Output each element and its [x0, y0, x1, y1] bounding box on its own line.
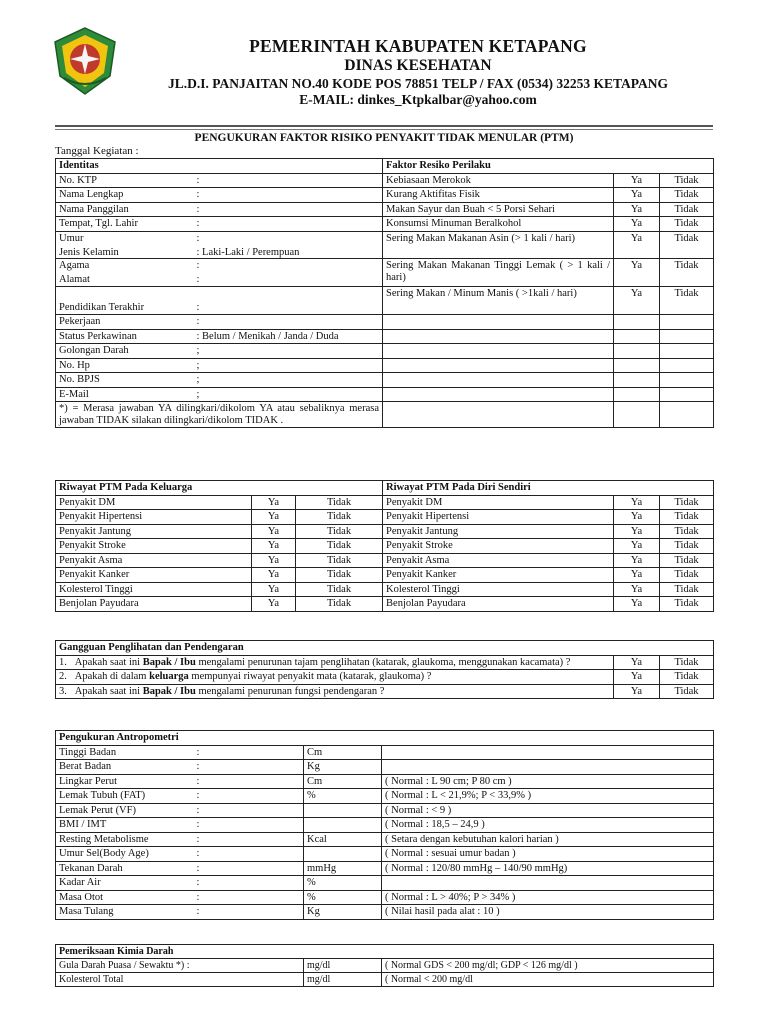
riwayat-row [56, 597, 714, 612]
riwayat-row [56, 495, 714, 510]
diri-item: Penyakit Kanker [383, 568, 614, 583]
question-emphasis: Bapak / Ibu [142, 685, 196, 697]
empty-cell [383, 344, 614, 359]
diri-item: Penyakit DM [383, 495, 614, 510]
empty-cell [383, 387, 614, 402]
field-label: Nama Panggilan [56, 202, 194, 217]
antropometri-row [56, 847, 714, 862]
antropometri-heading: Pengukuran Antropometri [56, 731, 714, 746]
question-number: 2. [59, 671, 67, 682]
antropometri-row [56, 818, 714, 833]
field-label: Status Perkawinan [56, 329, 194, 344]
measure-unit [304, 818, 382, 833]
riwayat-ptm-table [55, 480, 714, 612]
diri-item: Penyakit Stroke [383, 539, 614, 554]
field-value[interactable]: : [194, 286, 383, 315]
antropometri-row [56, 832, 714, 847]
kimia-unit[interactable]: mg/dl [304, 973, 382, 987]
form-title: PENGUKURAN FAKTOR RISIKO PENYAKIT TIDAK MENULAR (PTM) [194, 132, 574, 144]
empty-cell [660, 387, 714, 402]
field-value[interactable]: : [196, 260, 200, 271]
kimia-unit[interactable]: mg/dl [304, 959, 382, 973]
field-value[interactable]: ; [194, 344, 383, 359]
empty-cell [660, 344, 714, 359]
tidak-option[interactable]: Tidak [296, 510, 383, 525]
empty-cell [383, 358, 614, 373]
tidak-option[interactable]: Tidak [660, 495, 714, 510]
tidak-option[interactable]: Tidak [660, 568, 714, 583]
instruction-note: *) = Merasa jawaban YA dilingkari/dikolom YA atau sebaliknya merasa jawaban TIDAK silakan dilingkari/dikolom TIDAK . [56, 402, 383, 428]
kimia-label: Kolesterol Total [56, 973, 304, 987]
measure-value-field[interactable]: : [194, 876, 304, 891]
ya-option[interactable]: Ya [614, 188, 660, 203]
keluarga-item: Penyakit Kanker [56, 568, 252, 583]
measure-normal-range [382, 760, 714, 775]
ya-option[interactable]: Ya [252, 568, 296, 583]
measure-normal-range: ( Normal : 18,5 – 24,9 ) [382, 818, 714, 833]
measure-label: Berat Badan [56, 760, 194, 775]
measure-unit [304, 803, 382, 818]
measure-normal-range: ( Normal : sesuai umur badan ) [382, 847, 714, 862]
tidak-option[interactable]: Tidak [660, 582, 714, 597]
field-value[interactable]: : [194, 217, 383, 232]
antropometri-row [56, 760, 714, 775]
keluarga-heading: Riwayat PTM Pada Keluarga [56, 481, 383, 496]
diri-item: Kolesterol Tinggi [383, 582, 614, 597]
ya-option[interactable]: Ya [614, 510, 660, 525]
measure-normal-range: ( Normal : L 90 cm; P 80 cm ) [382, 774, 714, 789]
header-department: DINAS KESEHATAN [344, 57, 492, 74]
diri-item: Penyakit Hipertensi [383, 510, 614, 525]
field-label: Agama [59, 260, 90, 271]
header-divider-thick [55, 125, 713, 127]
ya-option[interactable]: Ya [252, 495, 296, 510]
ya-option[interactable]: Ya [252, 553, 296, 568]
measure-value-field[interactable]: : [194, 832, 304, 847]
empty-cell [660, 358, 714, 373]
measure-normal-range: ( Normal : L < 21,9%; P < 33,9% ) [382, 789, 714, 804]
question-emphasis: keluarga [149, 671, 189, 682]
measure-unit: mmHg [304, 861, 382, 876]
antropometri-row [56, 803, 714, 818]
header-address: JL.D.I. PANJAITAN NO.40 KODE POS 78851 TELP / FAX (0534) 32253 KETAPANG [168, 76, 668, 91]
measure-value-field[interactable]: : [194, 774, 304, 789]
field-value[interactable]: ; [194, 358, 383, 373]
question-text: Apakah saat ini [74, 656, 143, 668]
question-text: Apakah saat ini [74, 685, 143, 697]
keluarga-item: Penyakit Asma [56, 553, 252, 568]
keluarga-item: Penyakit Stroke [56, 539, 252, 554]
perilaku-item: Kurang Aktifitas Fisik [383, 188, 614, 203]
riwayat-row [56, 539, 714, 554]
ya-option[interactable]: Ya [252, 510, 296, 525]
tidak-option[interactable]: Tidak [660, 670, 714, 685]
field-value[interactable]: ; [194, 373, 383, 388]
ya-option[interactable]: Ya [614, 495, 660, 510]
status-perkawinan-options[interactable]: : Belum / Menikah / Janda / Duda [194, 329, 383, 344]
ya-option[interactable]: Ya [614, 670, 660, 685]
question-text: mengalami penurunan tajam penglihatan (katarak, glaukoma, menggunakan kacamata) ? [195, 656, 571, 668]
measure-label: Lingkar Perut [56, 774, 194, 789]
kimia-row [56, 959, 714, 973]
empty-cell [614, 329, 660, 344]
ya-option[interactable]: Ya [614, 582, 660, 597]
gangguan-heading: Gangguan Penglihatan dan Pendengaran [56, 641, 714, 656]
measure-normal-range: ( Setara dengan kebutuhan kalori harian ) [382, 832, 714, 847]
measure-unit: Kg [304, 760, 382, 775]
gangguan-question-2 [56, 670, 614, 685]
ya-option[interactable]: Ya [614, 539, 660, 554]
measure-label: Lemak Tubuh (FAT) [56, 789, 194, 804]
measure-unit [304, 847, 382, 862]
tidak-option[interactable]: Tidak [660, 259, 714, 287]
measure-value-field[interactable]: : [194, 861, 304, 876]
tidak-option[interactable]: Tidak [660, 539, 714, 554]
measure-unit: Cm [304, 745, 382, 760]
empty-cell [614, 387, 660, 402]
ya-option[interactable]: Ya [614, 655, 660, 670]
ya-option[interactable]: Ya [614, 524, 660, 539]
measure-unit: % [304, 876, 382, 891]
measure-unit: Cm [304, 774, 382, 789]
ya-option[interactable]: Ya [614, 568, 660, 583]
ya-option[interactable]: Ya [614, 597, 660, 612]
ya-option[interactable]: Ya [614, 231, 660, 259]
empty-cell [383, 315, 614, 330]
field-value[interactable]: ; [194, 387, 383, 402]
field-label: Golongan Darah [56, 344, 194, 359]
perilaku-heading: Faktor Resiko Perilaku [383, 159, 714, 174]
perilaku-item: Sering Makan / Minum Manis ( >1kali / hari) [383, 286, 614, 315]
kimia-heading: Pemeriksaan Kimia Darah [56, 945, 714, 959]
measure-label: Masa Otot [56, 890, 194, 905]
header-government: PEMERINTAH KABUPATEN KETAPANG [249, 36, 587, 56]
ya-option[interactable]: Ya [252, 539, 296, 554]
tidak-option[interactable]: Tidak [660, 524, 714, 539]
question-emphasis: Bapak / Ibu [142, 656, 196, 668]
ya-option[interactable]: Ya [252, 597, 296, 612]
field-label: E-Mail [56, 387, 194, 402]
diri-heading: Riwayat PTM Pada Diri Sendiri [383, 481, 714, 496]
measure-value-field[interactable]: : [194, 890, 304, 905]
measure-unit: Kcal [304, 832, 382, 847]
diri-item: Penyakit Jantung [383, 524, 614, 539]
tidak-option[interactable]: Tidak [660, 684, 714, 699]
empty-cell [383, 329, 614, 344]
question-number: 3. [59, 685, 67, 697]
tidak-option[interactable]: Tidak [660, 231, 714, 259]
empty-cell [614, 373, 660, 388]
gangguan-table [55, 640, 714, 699]
measure-label: Tekanan Darah [56, 861, 194, 876]
measure-normal-range [382, 745, 714, 760]
measure-label: Masa Tulang [56, 905, 194, 920]
measure-value-field[interactable]: : [194, 760, 304, 775]
empty-cell [660, 402, 714, 428]
antropometri-row [56, 774, 714, 789]
tidak-option[interactable]: Tidak [660, 286, 714, 315]
measure-value-field[interactable]: : [194, 847, 304, 862]
field-label: Pendidikan Terakhir [56, 286, 194, 315]
ya-option[interactable]: Ya [614, 173, 660, 188]
field-label: Alamat [59, 274, 90, 285]
antropometri-row [56, 876, 714, 891]
measure-normal-range: ( Normal : < 9 ) [382, 803, 714, 818]
tidak-option[interactable]: Tidak [296, 553, 383, 568]
diri-item: Penyakit Asma [383, 553, 614, 568]
measure-value-field[interactable]: : [194, 745, 304, 760]
antropometri-row [56, 905, 714, 920]
field-label-group [56, 259, 194, 287]
antropometri-row [56, 789, 714, 804]
empty-cell [614, 358, 660, 373]
field-label: Umur [59, 232, 84, 244]
field-value[interactable]: : [194, 315, 383, 330]
ya-option[interactable]: Ya [252, 582, 296, 597]
field-label: Jenis Kelamin [59, 246, 119, 258]
empty-cell [614, 402, 660, 428]
antropometri-table [55, 730, 714, 920]
tidak-option[interactable]: Tidak [660, 173, 714, 188]
identitas-perilaku-table [55, 158, 714, 428]
tidak-option[interactable]: Tidak [296, 495, 383, 510]
tidak-option[interactable]: Tidak [296, 597, 383, 612]
kimia-normal-range: ( Normal GDS < 200 mg/dl; GDP < 126 mg/dl ) [382, 959, 714, 973]
tidak-option[interactable]: Tidak [660, 188, 714, 203]
ya-option[interactable]: Ya [614, 259, 660, 287]
tidak-option[interactable]: Tidak [660, 510, 714, 525]
kimia-label: Gula Darah Puasa / Sewaktu *) : [56, 959, 304, 973]
field-label: Pekerjaan [56, 315, 194, 330]
field-label: No. KTP [56, 173, 194, 188]
measure-label: Kadar Air [56, 876, 194, 891]
measure-normal-range [382, 876, 714, 891]
field-value[interactable]: : [196, 274, 200, 285]
measure-label: Tinggi Badan [56, 745, 194, 760]
antropometri-row [56, 745, 714, 760]
riwayat-row [56, 510, 714, 525]
field-label: No. BPJS [56, 373, 194, 388]
keluarga-item: Kolesterol Tinggi [56, 582, 252, 597]
field-value[interactable]: : [196, 232, 200, 244]
measure-unit: Kg [304, 905, 382, 920]
field-value-group [194, 231, 383, 259]
empty-cell [383, 402, 614, 428]
ya-option[interactable]: Ya [614, 286, 660, 315]
measure-value-field[interactable]: : [194, 803, 304, 818]
riwayat-row [56, 582, 714, 597]
field-value-group [194, 259, 383, 287]
measure-normal-range: ( Nilai hasil pada alat : 10 ) [382, 905, 714, 920]
perilaku-item: Kebiasaan Merokok [383, 173, 614, 188]
header-divider-thin [55, 129, 713, 130]
measure-value-field[interactable]: : [194, 789, 304, 804]
ya-option[interactable]: Ya [614, 217, 660, 232]
tidak-option[interactable]: Tidak [296, 524, 383, 539]
keluarga-item: Penyakit DM [56, 495, 252, 510]
empty-cell [614, 344, 660, 359]
question-number: 1. [59, 656, 67, 668]
kimia-normal-range: ( Normal < 200 mg/dl [382, 973, 714, 987]
perilaku-item: Sering Makan Makanan Asin (> 1 kali / hari) [383, 231, 614, 259]
gangguan-question-1 [56, 655, 614, 670]
riwayat-row [56, 553, 714, 568]
gangguan-question-3 [56, 684, 614, 699]
tidak-option[interactable]: Tidak [296, 539, 383, 554]
perilaku-item: Konsumsi Minuman Beralkohol [383, 217, 614, 232]
ya-option[interactable]: Ya [252, 524, 296, 539]
tidak-option[interactable]: Tidak [296, 582, 383, 597]
question-text: Apakah di dalam [74, 671, 150, 682]
tidak-option[interactable]: Tidak [660, 655, 714, 670]
keluarga-item: Penyakit Jantung [56, 524, 252, 539]
question-text: mengalami penurunan fungsi pendengaran ? [195, 685, 385, 697]
empty-cell [614, 315, 660, 330]
keluarga-item: Penyakit Hipertensi [56, 510, 252, 525]
measure-label: Lemak Perut (VF) [56, 803, 194, 818]
tidak-option[interactable]: Tidak [660, 202, 714, 217]
empty-cell [383, 373, 614, 388]
measure-normal-range: ( Normal : L > 40%; P > 34% ) [382, 890, 714, 905]
regency-logo-emblem [52, 26, 118, 96]
field-label-group [56, 231, 194, 259]
header-email: E-MAIL: dinkes_Ktpkalbar@yahoo.com [299, 92, 537, 107]
empty-cell [660, 315, 714, 330]
question-text: mempunyai riwayat penyakit mata (katarak, glaukoma) ? [188, 671, 432, 682]
antropometri-row [56, 861, 714, 876]
field-label: Tempat, Tgl. Lahir [56, 217, 194, 232]
antropometri-row [56, 890, 714, 905]
measure-value-field[interactable]: : [194, 818, 304, 833]
jenis-kelamin-options[interactable]: : Laki-Laki / Perempuan [196, 246, 300, 258]
measure-unit: % [304, 789, 382, 804]
keluarga-item: Benjolan Payudara [56, 597, 252, 612]
perilaku-item: Sering Makan Makanan Tinggi Lemak ( > 1 kali / hari) [383, 259, 614, 287]
empty-cell [660, 373, 714, 388]
tidak-option[interactable]: Tidak [296, 568, 383, 583]
tidak-option[interactable]: Tidak [660, 597, 714, 612]
ya-option[interactable]: Ya [614, 684, 660, 699]
riwayat-row [56, 568, 714, 583]
measure-label: Resting Metabolisme [56, 832, 194, 847]
field-value[interactable]: : [194, 188, 383, 203]
perilaku-item: Makan Sayur dan Buah < 5 Porsi Sehari [383, 202, 614, 217]
riwayat-row [56, 524, 714, 539]
kimia-darah-table [55, 944, 714, 987]
field-label: Nama Lengkap [56, 188, 194, 203]
measure-unit: % [304, 890, 382, 905]
identitas-heading: Identitas [56, 159, 383, 174]
ya-option[interactable]: Ya [614, 553, 660, 568]
measure-label: BMI / IMT [56, 818, 194, 833]
diri-item: Benjolan Payudara [383, 597, 614, 612]
kimia-row [56, 973, 714, 987]
measure-normal-range: ( Normal : 120/80 mmHg – 140/90 mmHg) [382, 861, 714, 876]
tanggal-kegiatan-label: Tanggal Kegiatan : [55, 145, 139, 157]
tidak-option[interactable]: Tidak [660, 553, 714, 568]
empty-cell [660, 329, 714, 344]
measure-label: Umur Sel(Body Age) [56, 847, 194, 862]
field-value[interactable]: : [194, 202, 383, 217]
measure-value-field[interactable]: : [194, 905, 304, 920]
ya-option[interactable]: Ya [614, 202, 660, 217]
field-value[interactable]: : [194, 173, 383, 188]
field-label: No. Hp [56, 358, 194, 373]
tidak-option[interactable]: Tidak [660, 217, 714, 232]
